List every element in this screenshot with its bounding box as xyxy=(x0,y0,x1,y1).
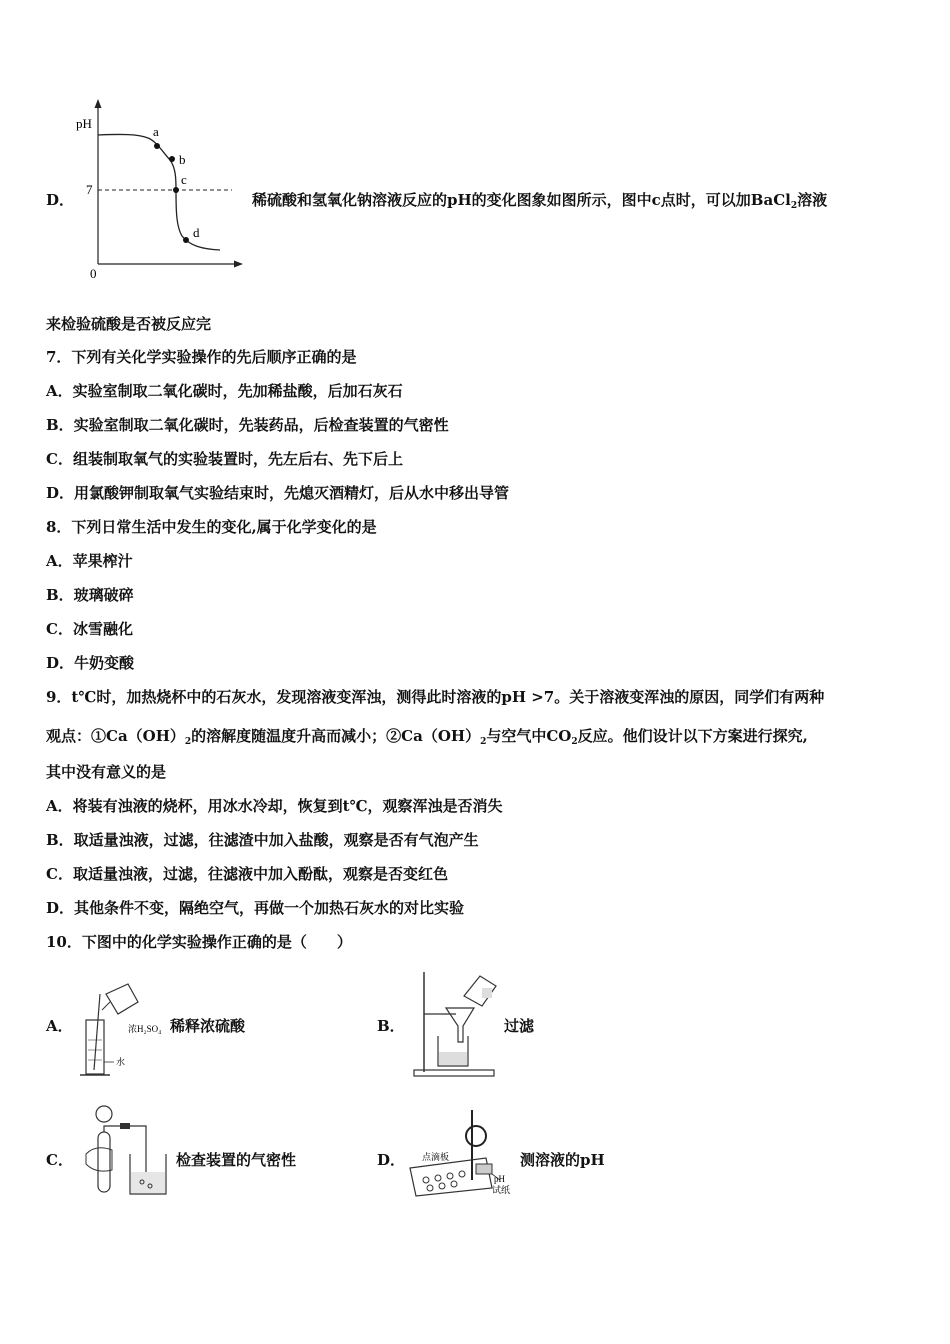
q6-option-d-label: D． xyxy=(46,191,75,209)
x-axis-arrow xyxy=(234,261,243,268)
q10-option-b-letter: B． xyxy=(377,1017,405,1035)
glass-rod xyxy=(94,994,100,1070)
spot-plate-label: 点滴板 xyxy=(422,1152,450,1162)
q8-option-b: B．玻璃破碎 xyxy=(46,586,134,604)
test-tube xyxy=(98,1132,110,1192)
acid-label: 浓H₂SO₄ xyxy=(128,1024,162,1034)
ph-test-figure xyxy=(406,1100,518,1202)
ph-paper xyxy=(476,1164,492,1174)
y-axis-arrow xyxy=(95,99,102,108)
q10-option-b-caption: 过滤 xyxy=(504,1017,535,1035)
point-b-label: b xyxy=(179,152,186,167)
origin-label: 0 xyxy=(90,266,97,281)
hand-grip xyxy=(86,1148,112,1171)
q9-option-d: D．其他条件不变，隔绝空气，再做一个加热石灰水的对比实验 xyxy=(46,899,465,917)
q6-option-d-text: 稀硫酸和氢氧化钠溶液反应的pH的变化图象如图所示，图中c点时，可以加BaCl$_2$溶液 xyxy=(252,191,828,211)
q7-stem: 7．下列有关化学实验操作的先后顺序正确的是 xyxy=(46,348,357,366)
q7-option-a: A．实验室制取二氧化碳时，先加稀盐酸，后加石灰石 xyxy=(46,382,403,400)
water-label: 水 xyxy=(116,1057,126,1067)
q8-option-c: C．冰雪融化 xyxy=(46,620,133,638)
point-a-label: a xyxy=(153,124,159,139)
q8-stem: 8．下列日常生活中发生的变化,属于化学变化的是 xyxy=(46,518,377,536)
q10-option-c-caption: 检查装置的气密性 xyxy=(176,1151,297,1169)
q9-stem-line2: 观点：$①Ca(OH)_2$的溶解度随温度升高而减小；$②Ca(OH)_2$与空气中$CO_2$反应。他们设计以下方案进行探究, xyxy=(46,727,808,747)
q7-option-d: D．用氯酸钾制取氧气实验结束时，先熄灭酒精灯，后从水中移出导管 xyxy=(46,484,510,502)
funnel xyxy=(446,1008,474,1042)
ph-graph xyxy=(72,96,250,282)
test-paper-label: 试纸 xyxy=(492,1185,511,1195)
ring-stand-base xyxy=(414,1070,494,1076)
point-c xyxy=(173,187,179,193)
q10-stem: 10．下图中的化学实验操作正确的是（ ） xyxy=(46,933,352,951)
q7-option-c: C．组装制取氧气的实验装置时，先左后右、先下后上 xyxy=(46,450,403,468)
q10-option-d-letter: D． xyxy=(377,1151,406,1169)
point-d-label: d xyxy=(193,225,200,240)
ph-curve xyxy=(98,134,220,250)
point-a xyxy=(154,143,160,149)
y-axis-label: pH xyxy=(76,116,92,131)
point-c-label: c xyxy=(181,172,187,187)
point-d xyxy=(183,237,189,243)
q8-option-d: D．牛奶变酸 xyxy=(46,654,135,672)
hand xyxy=(96,1106,112,1122)
q10-option-a-caption: 稀释浓硫酸 xyxy=(170,1017,246,1035)
q9-option-b: B．取适量浊液，过滤，往滤渣中加入盐酸，观察是否有气泡产生 xyxy=(46,831,479,849)
q9-stem-line1: 9．t℃时，加热烧杯中的石灰水，发现溶液变浑浊，测得此时溶液的pH >7。关于溶液变浑浊的原因，同学们有两种 xyxy=(46,688,825,706)
hand xyxy=(466,1126,486,1146)
q9-option-c: C．取适量浊液，过滤，往滤液中加入酚酞，观察是否变红色 xyxy=(46,865,448,883)
airtightness-figure xyxy=(76,1104,172,1202)
q6-option-d-continuation: 来检验硫酸是否被反应完 xyxy=(46,315,212,333)
y-tick-7: 7 xyxy=(86,182,93,197)
point-b xyxy=(169,156,175,162)
ph-label: pH xyxy=(494,1174,505,1184)
pouring-beaker xyxy=(106,984,138,1014)
q10-option-c-letter: C． xyxy=(46,1151,73,1169)
filtration-figure xyxy=(408,966,504,1084)
dilution-figure xyxy=(76,980,172,1084)
q10-option-d-caption: 测溶液的pH xyxy=(520,1151,605,1169)
q8-option-a: A．苹果榨汁 xyxy=(46,552,133,570)
q9-option-a: A．将装有浊液的烧杯，用冰水冷却，恢复到t℃，观察浑浊是否消失 xyxy=(46,797,503,815)
q9-stem-line3: 其中没有意义的是 xyxy=(46,763,167,781)
q10-option-a-letter: A． xyxy=(46,1017,73,1035)
q7-option-b: B．实验室制取二氧化碳时，先装药品，后检查装置的气密性 xyxy=(46,416,449,434)
graduated-cylinder xyxy=(86,1020,104,1074)
